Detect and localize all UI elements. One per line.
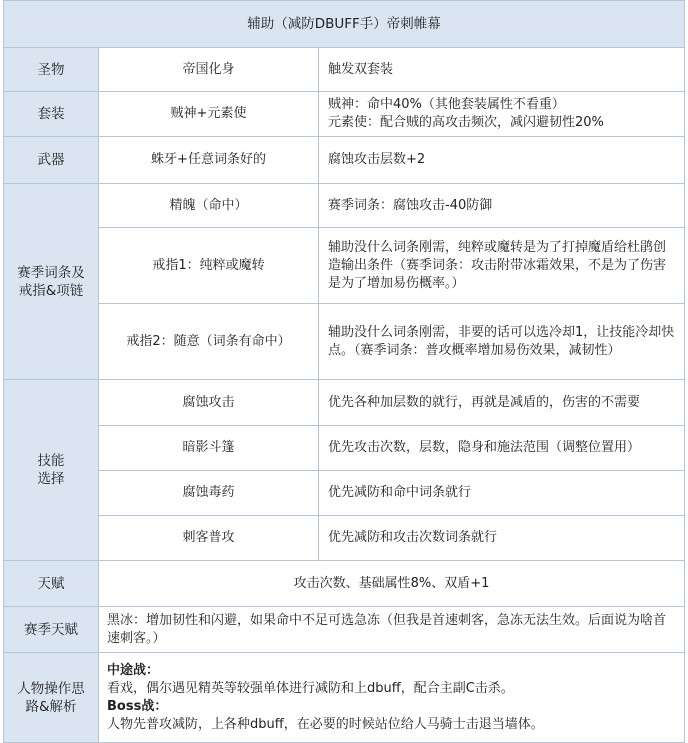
operation-row: [4, 653, 685, 743]
operation-label-line-2: 路&解析: [25, 698, 77, 715]
relic-desc: 触发双套装: [319, 48, 685, 92]
gear-name-3: 戒指2：随意（词条有命中）: [99, 304, 319, 380]
gear-label-line-1: 赛季词条及: [17, 264, 85, 281]
relic-row: [4, 48, 685, 92]
relic-label: 圣物: [4, 48, 99, 92]
skill-name-4: 刺客普攻: [99, 516, 319, 561]
set-name: 贼神+元素使: [99, 92, 319, 137]
skill-desc-4: 优先减防和攻击次数词条就行: [319, 516, 685, 561]
boss-battle-title: Boss战：: [107, 698, 168, 714]
skill-desc-2: 优先攻击次数，层数，隐身和施法范围（调整位置用）: [319, 426, 685, 471]
season-talent-desc: 黑冰：增加韧性和闪避，如果命中不足可选急冻（但我是首速刺客，急冻无法生效。后面说为啥首速刺客。）: [99, 607, 685, 653]
skill-row-4: [4, 516, 685, 561]
set-desc-line-2: 元素使：配合贼的高攻击频次，减闪避韧性20%: [328, 115, 604, 130]
gear-name-1: 精魄（命中）: [99, 184, 319, 228]
mid-battle-desc: 看戏，偶尔遇见精英等较强单体进行减防和上dbuff，配合主副C击杀。: [107, 680, 514, 696]
talent-label: 天赋: [4, 561, 99, 607]
gear-label: [4, 184, 99, 380]
season-talent-label: 赛季天赋: [4, 607, 99, 653]
weapon-desc: 腐蚀攻击层数+2: [319, 137, 685, 184]
mid-battle-title: 中途战：: [107, 662, 160, 678]
weapon-name: 蛛牙+任意词条好的: [99, 137, 319, 184]
season-talent-row: [4, 607, 685, 653]
title-row: [4, 1, 685, 48]
skills-label-line-1: 技能: [37, 453, 65, 469]
relic-name: 帝国化身: [99, 48, 319, 92]
gear-row-2: [4, 228, 685, 304]
set-label: 套装: [4, 92, 99, 137]
gear-label-line-2: 戒指&项链: [18, 282, 84, 299]
set-desc: [319, 92, 685, 137]
gear-row-3: [4, 304, 685, 380]
operation-label: [4, 653, 99, 743]
gear-desc-2: 辅助没什么词条刚需，纯粹或魔转是为了打掉魔盾给杜鹃创造输出条件（赛季词条：攻击附带冰霜效果，不是为了伤害是为了增加易伤概率。）: [319, 228, 685, 304]
skill-name-2: 暗影斗篷: [99, 426, 319, 471]
skill-name-3: 腐蚀毒药: [99, 471, 319, 516]
talent-desc: 攻击次数、基础属性8%、双盾+1: [99, 561, 685, 607]
skills-label: [4, 380, 99, 561]
skills-label-line-2: 选择: [37, 471, 65, 487]
skill-row-1: [4, 380, 685, 426]
skill-desc-3: 优先减防和命中词条就行: [319, 471, 685, 516]
operation-label-line-1: 人物操作思: [17, 680, 85, 697]
gear-desc-1: 赛季词条：腐蚀攻击-40防御: [319, 184, 685, 228]
table-title: 辅助（减防DBUFF手）帝刺帷幕: [4, 1, 685, 48]
boss-battle-desc: 人物先普攻减防，上各种dbuff，在必要的时候站位给人马骑士击退当墙体。: [107, 716, 544, 732]
operation-desc: [99, 653, 685, 743]
weapon-label: 武器: [4, 137, 99, 184]
weapon-row: [4, 137, 685, 184]
talent-row: [4, 561, 685, 607]
gear-name-2: 戒指1：纯粹或魔转: [99, 228, 319, 304]
set-row: [4, 92, 685, 137]
skill-row-2: [4, 426, 685, 471]
gear-row-1: [4, 184, 685, 228]
skill-row-3: [4, 471, 685, 516]
gear-desc-3: 辅助没什么词条刚需，非要的话可以选冷却1，让技能冷却快点。（赛季词条：普攻概率增加易伤效果，减韧性）: [319, 304, 685, 380]
skill-desc-1: 优先各种加层数的就行，再就是减盾的，伤害的不需要: [319, 380, 685, 426]
skill-name-1: 腐蚀攻击: [99, 380, 319, 426]
set-desc-line-1: 贼神：命中40%（其他套装属性不看重）: [328, 97, 565, 112]
build-table: [3, 0, 685, 743]
